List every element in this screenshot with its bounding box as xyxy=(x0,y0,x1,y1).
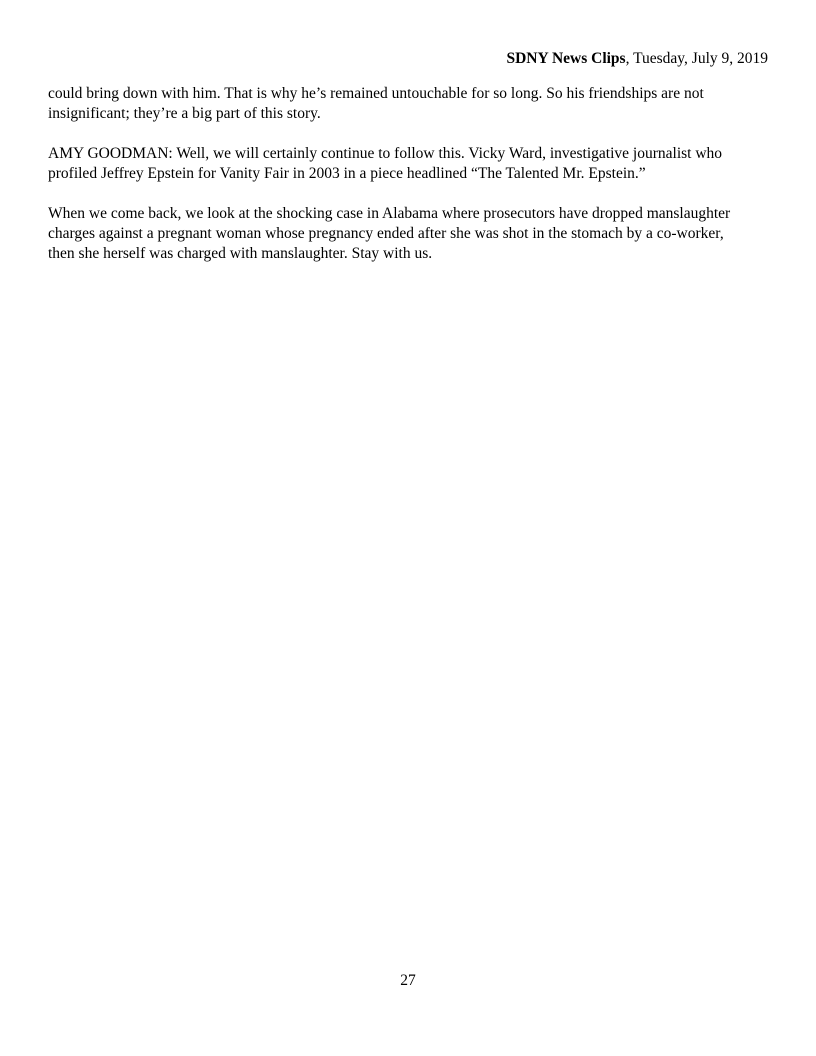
page-number: 27 xyxy=(400,972,416,989)
text-line: could bring down with him. That is why he’s remained untouchable for so long. So his friendships are not xyxy=(48,85,704,102)
text-line: profiled Jeffrey Epstein for Vanity Fair in 2003 in a piece headlined “The Talented Mr. Epstein.” xyxy=(48,165,646,182)
publication-title: SDNY News Clips xyxy=(506,50,626,67)
text-line: then she herself was charged with manslaughter. Stay with us. xyxy=(48,245,433,262)
article-body xyxy=(48,84,770,284)
text-line: charges against a pregnant woman whose pregnancy ended after she was shot in the stomach by a co-worker, xyxy=(48,225,724,242)
text-line: When we come back, we look at the shocking case in Alabama where prosecutors have dropped manslaughter xyxy=(48,205,731,222)
header-separator: , xyxy=(625,50,634,67)
text-line: insignificant; they’re a big part of this story. xyxy=(48,105,321,122)
paragraph-3 xyxy=(48,204,770,264)
paragraph-1 xyxy=(48,84,770,124)
text-line: AMY GOODMAN: Well, we will certainly continue to follow this. Vicky Ward, investigative journalist who xyxy=(48,145,723,162)
running-header xyxy=(506,49,768,69)
paragraph-2 xyxy=(48,144,770,184)
header-date: Tuesday, July 9, 2019 xyxy=(633,50,768,67)
